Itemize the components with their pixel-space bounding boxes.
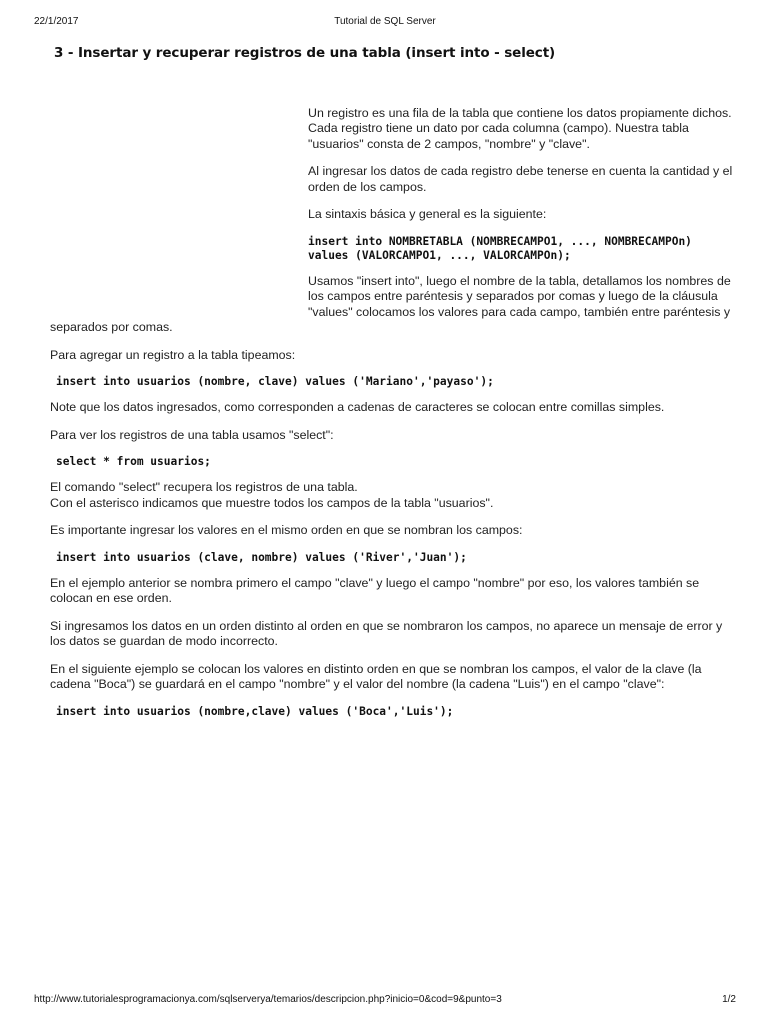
paragraph-insert-into-explanation: Usamos "insert into", luego el nombre de la tabla, detallamos los nombres de los campos entre paréntesis y separados por comas y luego de la cláusula "values" colocamos los valores para cada campo, también entre paréntesis y separados por comas. bbox=[50, 273, 731, 334]
page-footer bbox=[34, 994, 736, 1010]
select-line-2: Con el asterisco indicamos que muestre todos los campos de la tabla "usuarios". bbox=[50, 495, 494, 510]
source-url: http://www.tutorialesprogramacionya.com/sqlserverya/temarios/descripcion.php?inicio=0&cod=9&punto=3 bbox=[34, 994, 502, 1005]
paragraph-comillas: Note que los datos ingresados, como corresponden a cadenas de caracteres se colocan entre comillas simples. bbox=[50, 400, 665, 414]
paragraph-agregar: Para agregar un registro a la tabla tipeamos: bbox=[50, 347, 296, 362]
code-insert-river-text: insert into usuarios (clave, nombre) values ('River','Juan'); bbox=[56, 550, 467, 564]
page-number: 1/2 bbox=[722, 994, 736, 1005]
code-syntax-line-2: values (VALORCAMPO1, ..., VALORCAMPOn); bbox=[308, 248, 571, 262]
code-select bbox=[56, 455, 740, 469]
page-header bbox=[34, 16, 736, 32]
article-heading: 3 - Insertar y recuperar registros de una tabla (insert into - select) bbox=[54, 45, 556, 61]
article bbox=[50, 46, 740, 730]
code-select-text: select * from usuarios; bbox=[56, 455, 211, 468]
print-date: 22/1/2017 bbox=[34, 16, 79, 27]
paragraph-siguiente-ejemplo: En el siguiente ejemplo se colocan los valores en distinto orden en que se nombran los campos, el valor de la clave (la cadena "Boca") se guardará en el campo "nombre" y el valor del nombre (la cadena "Luis") en el campo "clave": bbox=[50, 661, 702, 691]
paragraph-ver-registros: Para ver los registros de una tabla usamos "select": bbox=[50, 427, 334, 442]
code-insert-mariano bbox=[56, 375, 740, 389]
paragraph-ejemplo-anterior: En el ejemplo anterior se nombra primero el campo "clave" y luego el campo "nombre" por eso, los valores también se colocan en ese orden. bbox=[50, 575, 700, 605]
paragraph-orden-distinto: Si ingresamos los datos en un orden distinto al orden en que se nombraron los campos, no aparece un mensaje de error y los datos se guardan de modo incorrecto. bbox=[50, 618, 723, 648]
paragraph-select-explanation bbox=[50, 480, 740, 511]
select-line-1: El comando "select" recupera los registros de una tabla. bbox=[50, 480, 358, 494]
code-insert-boca-text: insert into usuarios (nombre,clave) values ('Boca','Luis'); bbox=[56, 704, 454, 718]
paragraph-ingresar: Al ingresar los datos de cada registro debe tenerse en cuenta la cantidad y el orden de los campos. bbox=[308, 164, 733, 194]
empty-image-area bbox=[50, 68, 308, 313]
code-insert-mariano-text: insert into usuarios (nombre, clave) values ('Mariano','payaso'); bbox=[56, 375, 494, 388]
paragraph-sintaxis: La sintaxis básica y general es la siguiente: bbox=[308, 207, 547, 221]
paragraph-registro: Un registro es una fila de la tabla que contiene los datos propiamente dichos. Cada registro tiene un dato por cada columna (campo). Nuestra tabla "usuarios" consta de 2 campos, "nombre" y "clave". bbox=[308, 105, 732, 151]
paragraph-orden: Es importante ingresar los valores en el mismo orden en que se nombran los campos: bbox=[50, 523, 523, 537]
document-title: Tutorial de SQL Server bbox=[334, 16, 436, 27]
code-insert-river bbox=[56, 551, 740, 565]
code-insert-boca bbox=[56, 705, 740, 719]
code-syntax-line-1: insert into NOMBRETABLA (NOMBRECAMPO1, ..., NOMBRECAMPOn) bbox=[308, 234, 692, 248]
